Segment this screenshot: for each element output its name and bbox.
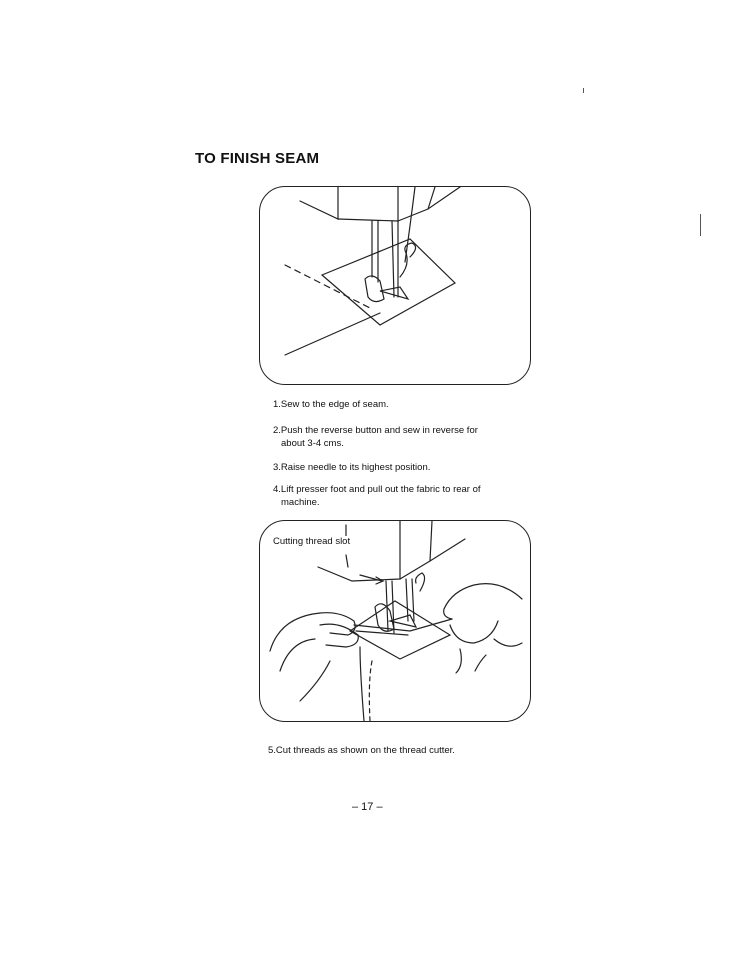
- step-4-continuation: machine.: [281, 497, 320, 508]
- thread-cutter-drawing: [260, 521, 530, 721]
- step-5-text: 5.Cut threads as shown on the thread cutter.: [268, 745, 455, 756]
- step-4: [273, 483, 523, 509]
- cutting-thread-slot-label: Cutting thread slot: [273, 536, 351, 547]
- seam-illustration-drawing: [260, 187, 530, 384]
- step-2-text: 2.Push the reverse button and sew in reverse for: [273, 425, 478, 436]
- step-3: [273, 461, 523, 474]
- scan-mark: [583, 88, 584, 93]
- step-2: [273, 424, 523, 450]
- page-title: TO FINISH SEAM: [195, 150, 320, 167]
- step-5: [268, 744, 518, 757]
- thread-cutter-illustration: [259, 520, 531, 722]
- scan-mark: [700, 214, 701, 236]
- page-number: – 17 –: [352, 801, 383, 813]
- step-4-text: 4.Lift presser foot and pull out the fabric to rear of: [273, 484, 481, 495]
- seam-illustration: [259, 186, 531, 385]
- step-2-continuation: about 3-4 cms.: [281, 438, 344, 449]
- step-1-text: 1.Sew to the edge of seam.: [273, 399, 389, 410]
- step-1: [273, 398, 523, 411]
- step-3-text: 3.Raise needle to its highest position.: [273, 462, 431, 473]
